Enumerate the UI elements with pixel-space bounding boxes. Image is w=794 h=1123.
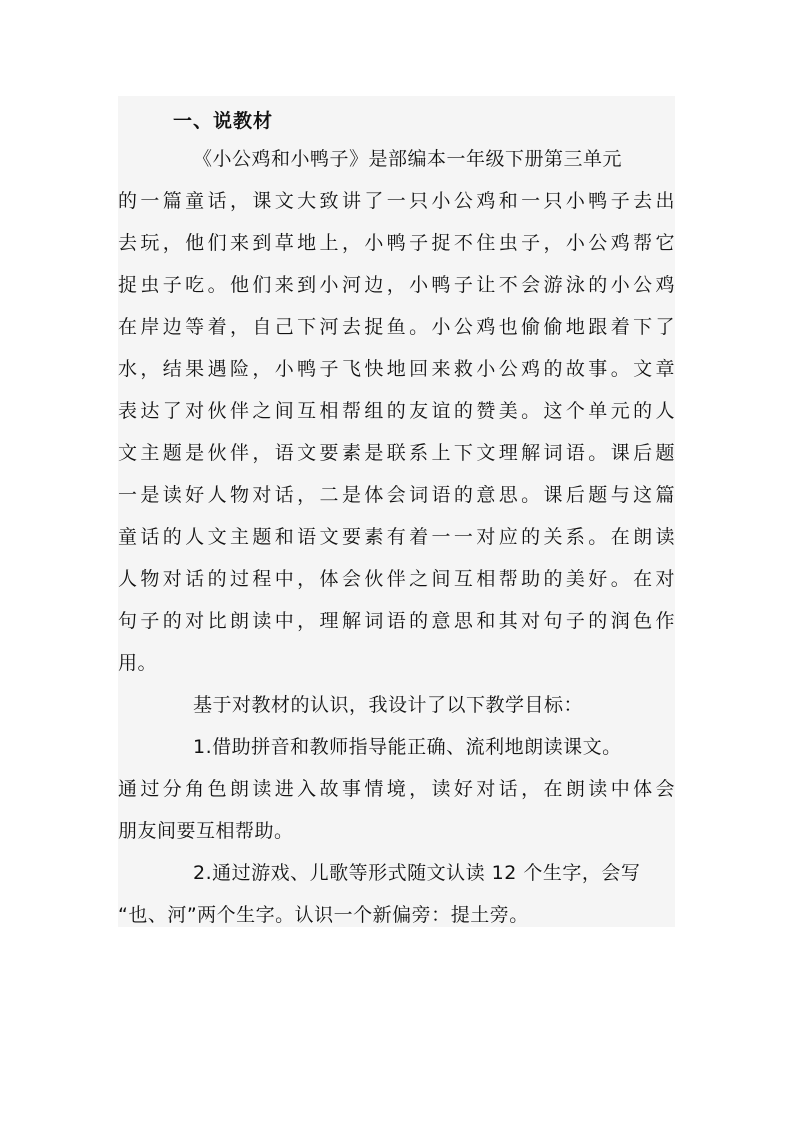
paragraph-line: 去玩，他们来到草地上，小鸭子捉不住虫子，小公鸡帮它 <box>118 232 675 254</box>
paragraph-line: 句子的对比朗读中，理解词语的意思和其对句子的润色作 <box>118 610 675 632</box>
paragraph-line: 1.借助拼音和教师指导能正确、流利地朗读课文。 <box>193 736 622 758</box>
paragraph-line: 捉虫子吃。他们来到小河边，小鸭子让不会游泳的小公鸡 <box>118 274 675 296</box>
paragraph-line: 人物对话的过程中，体会伙伴之间互相帮助的美好。在对 <box>118 568 675 590</box>
section-heading: 一、说教材 <box>173 110 274 132</box>
paragraph-line: 基于对教材的认识，我设计了以下教学目标： <box>193 694 584 716</box>
paragraph-line: “也、河”两个生字。认识一个新偏旁：提土旁。 <box>118 904 529 926</box>
paragraph-line: 用。 <box>118 652 158 674</box>
paragraph-line: 在岸边等着，自己下河去捉鱼。小公鸡也偷偷地跟着下了 <box>118 316 675 338</box>
paragraph-line: 水，结果遇险，小鸭子飞快地回来救小公鸡的故事。文章 <box>118 358 675 380</box>
paragraph-line: 的一篇童话，课文大致讲了一只小公鸡和一只小鸭子去出 <box>118 190 675 212</box>
paragraph-line: 朋友间要互相帮助。 <box>118 820 294 842</box>
paragraph-line: 《小公鸡和小鸭子》是部编本一年级下册第三单元 <box>193 148 623 170</box>
paragraph-line: 2.通过游戏、儿歌等形式随文认读 12 个生字，会写 <box>193 862 641 884</box>
paragraph-line: 文主题是伙伴，语文要素是联系上下文理解词语。课后题 <box>118 442 675 464</box>
paragraph-line: 童话的人文主题和语文要素有着一一对应的关系。在朗读 <box>118 526 675 548</box>
paragraph-line: 表达了对伙伴之间互相帮组的友谊的赞美。这个单元的人 <box>118 400 675 422</box>
paragraph-line: 通过分角色朗读进入故事情境，读好对话，在朗读中体会 <box>118 778 675 800</box>
paragraph-line: 一是读好人物对话，二是体会词语的意思。课后题与这篇 <box>118 484 675 506</box>
